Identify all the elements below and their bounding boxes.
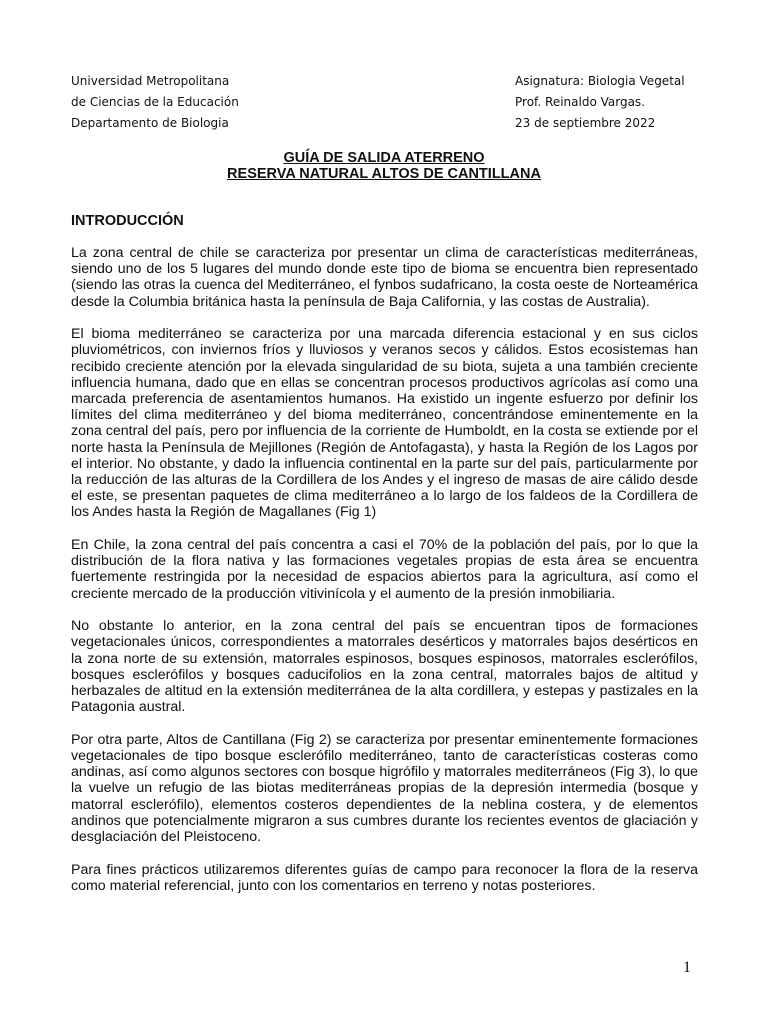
course-header [515,71,685,134]
paragraph: El bioma mediterráneo se caracteriza por una marcada diferencia estacional y en sus ciclos pluviométricos, con inviernos fríos y lluviosos y veranos secos y cálidos. Estos ecosistemas han recibido creciente atención por la elevada singularidad de su biota, sujeta a una también creciente influencia humana, dado que en ellas se concentran procesos productivos agrícolas así como una marcada preferencia de asentamientos humanos. Ha existido un ingente esfuerzo por definir los límites del clima mediterráneo y del bioma mediterráneo, concentrándose eminentemente en la zona central del país, pero por influencia de la corriente de Humboldt, en la costa se extiende por el norte hasta la Península de Mejillones (Región de Antofagasta), y hasta la Región de los Lagos por el interior. No obstante, y dado la influencia continental en la parte sur del país, particularmente por la reducción de las alturas de la Cordillera de los Andes y el ingreso de masas de aire cálido desde el este, se presentan paquetes de clima mediterráneo a lo largo de los faldeos de la Cordillera de los Andes hasta la Región de Magallanes (Fig 1) [71,326,698,521]
title-line-1: GUÍA DE SALIDA ATERRENO [283,150,485,166]
paragraph: No obstante lo anterior, en la zona central del país se encuentran tipos de formaciones vegetacionales únicos, correspondientes a matorrales desérticos y matorrales bajos desérticos en la zona norte de su extensión, matorrales espinosos, bosques espinosos, matorrales esclerófilos, bosques esclerófilos y bosques caducifolios en la zona central, matorrales bajos de altitud y herbazales de altitud en la extensión mediterránea de la alta cordillera, y estepas y pastizales en la Patagonia austral. [71,618,698,716]
institution-header [71,71,239,134]
paragraph: Para fines prácticos utilizaremos diferentes guías de campo para reconocer la flora de la reserva como material referencial, junto con los comentarios en terreno y notas posteriores. [71,861,698,894]
paragraph: En Chile, la zona central del país concentra a casi el 70% de la población del país, por lo que la distribución de la flora nativa y las formaciones vegetales propias de esta área se encuentra fuertemente restringida por la necesidad de espacios abiertos para la agricultura, así como el creciente mercado de la producción vitivinícola y el aumento de la presión inmobiliaria. [71,537,698,602]
page-number: 1 [683,959,691,976]
faculty-name: de Ciencias de la Educación [71,95,239,109]
professor-name: Prof. Reinaldo Vargas. [515,95,645,109]
title-line-2: RESERVA NATURAL ALTOS DE CANTILLANA [227,166,541,182]
department-name: Departamento de Biologia [71,116,229,130]
document-date: 23 de septiembre 2022 [515,116,656,130]
document-title [0,150,768,182]
paragraph: Por otra parte, Altos de Cantillana (Fig 2) se caracteriza por presentar eminentemente formaciones vegetacionales de tipo bosque esclerófilo mediterráneo, tanto de características costeras como andinas, así como algunos sectores con bosque higrófilo y matorrales mediterráneos (Fig 3), lo que la vuelve un refugio de las biotas mediterráneas propias de la depresión intermedia (bosque y matorral esclerófilo), elementos costeros dependientes de la neblina costera, y de elementos andinos que potencialmente migraron a sus cumbres durante los recientes eventos de glaciación y desglaciación del Pleistoceno. [71,731,698,846]
university-name: Universidad Metropolitana [71,74,230,88]
paragraph: La zona central de chile se caracteriza por presentar un clima de características mediterráneas, siendo uno de los 5 lugares del mundo donde este tipo de bioma se encuentra bien representado (siendo las otras la cuenca del Mediterráneo, el fynbos sudafricano, la costa oeste de Norteamérica desde la Columbia británica hasta la península de Baja California, y las costas de Australia). [71,245,698,310]
section-heading: INTRODUCCIÓN [71,213,184,229]
body-text [71,245,698,910]
course-subject: Asignatura: Biologia Vegetal [515,74,685,88]
